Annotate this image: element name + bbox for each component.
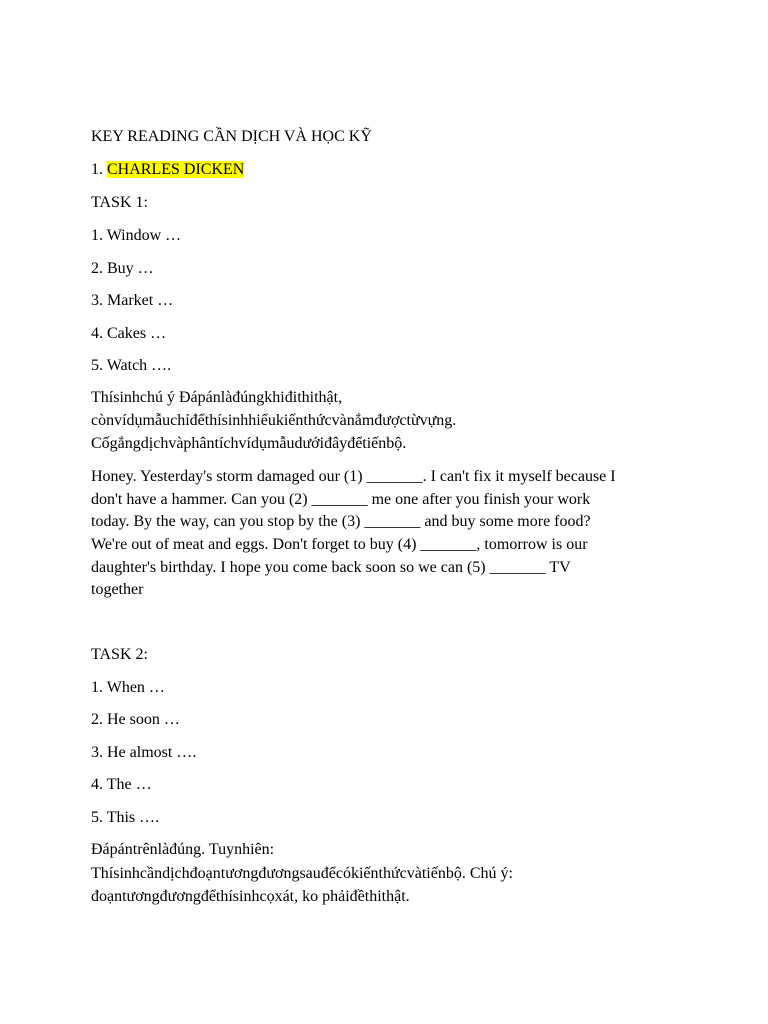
task1-passage-line: We're out of meat and eggs. Don't forget to buy (4) _______, tomorrow is our [91, 536, 588, 553]
task1-passage-line: don't have a hammer. Can you (2) _______ me one after you finish your work [91, 491, 591, 508]
section-heading [91, 160, 244, 180]
task2-item: 4. The … [91, 776, 152, 793]
task1-item: 5. Watch …. [91, 357, 172, 374]
task2-label: TASK 2: [91, 646, 148, 663]
task2-note-line: Thísinhcầndịchđoạntươngđươngsauđểcókiếnthứcvàtiếnbộ. Chú ý: [91, 865, 513, 882]
section-number: 1. [91, 161, 107, 178]
task2-item: 5. This …. [91, 809, 160, 826]
task1-label: TASK 1: [91, 194, 148, 211]
task2-note-line: đoạntươngđươngđểthísinhcọxát, ko phảiđềthithật. [91, 888, 410, 905]
task1-item: 3. Market … [91, 292, 174, 309]
task1-item: 1. Window … [91, 227, 182, 244]
task2-item: 3. He almost …. [91, 744, 197, 761]
task1-note-line: cònvídụmẫuchỉđểthísinhhiểukiếnthứcvànắmđượctừvựng. [91, 412, 457, 429]
task1-passage-line: daughter's birthday. I hope you come back soon so we can (5) _______ TV [91, 559, 571, 576]
task1-passage-line: today. By the way, can you stop by the (3) _______ and buy some more food? [91, 513, 591, 530]
task2-note-line: Đápántrênlàđúng. Tuynhiên: [91, 841, 275, 858]
task1-passage-line: together [91, 581, 144, 598]
task1-item: 2. Buy … [91, 260, 154, 277]
task2-item: 2. He soon … [91, 711, 180, 728]
task1-note-line: Thísinhchú ý Đápánlàđúngkhiđithithật, [91, 389, 343, 406]
task1-note-line: Cốgắngdịchvàphântíchvídụmẫudướiđâyđểtiếnbộ. [91, 435, 407, 452]
section-title-highlighted: CHARLES DICKEN [107, 161, 245, 178]
task1-item: 4. Cakes … [91, 325, 167, 342]
task2-item: 1. When … [91, 679, 165, 696]
task1-passage-line: Honey. Yesterday's storm damaged our (1) _______. I can't fix it myself because I [91, 468, 616, 485]
document-title: KEY READING CẦN DỊCH VÀ HỌC KỸ [91, 128, 372, 145]
